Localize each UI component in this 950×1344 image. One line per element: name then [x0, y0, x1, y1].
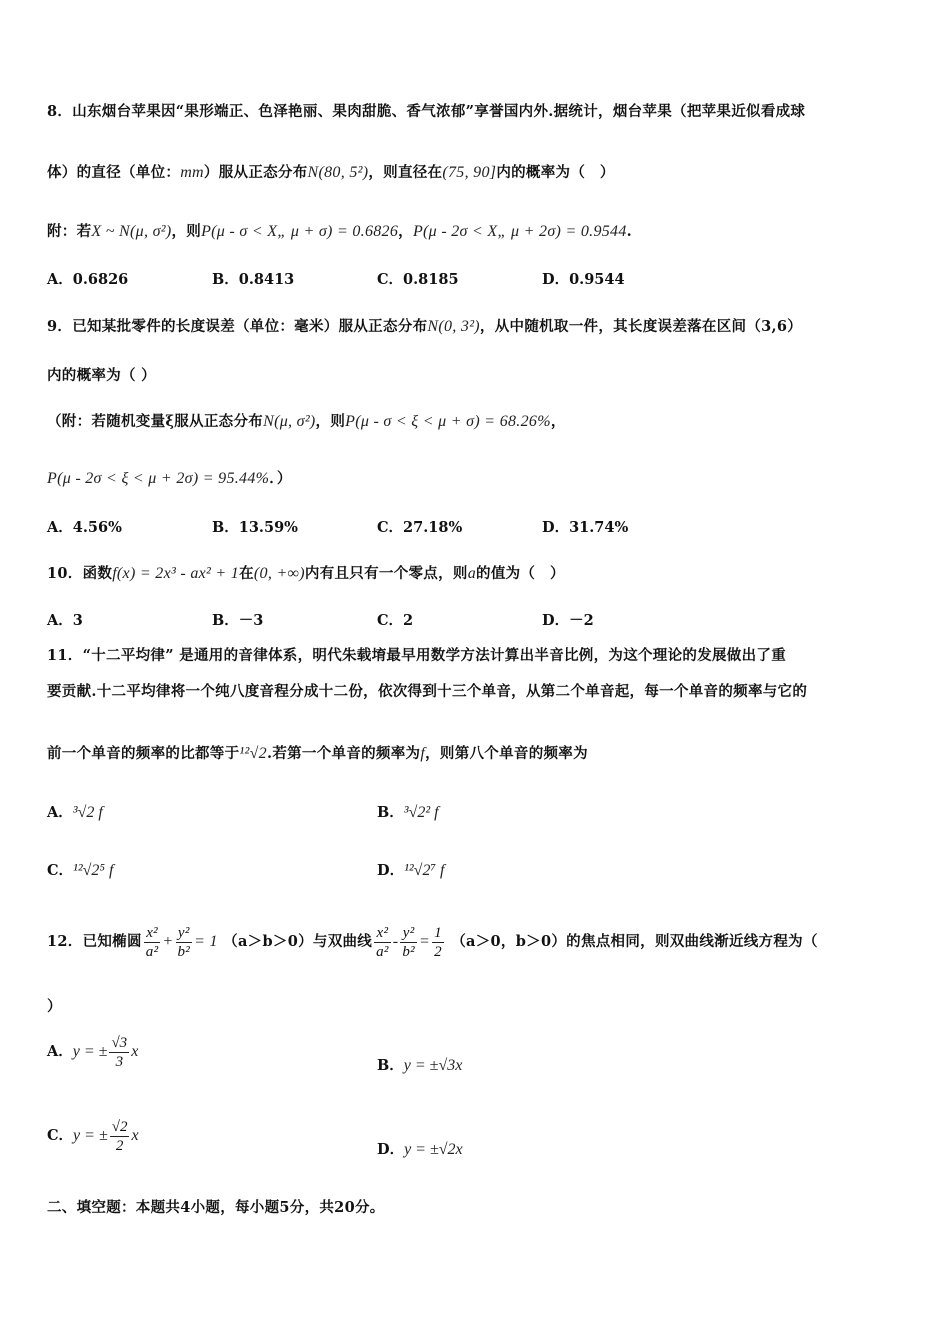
- hyperbola-fraction-y: [400, 924, 417, 961]
- ellipse-fraction-x: [144, 924, 161, 961]
- q8-distribution: N(80, 5²): [307, 164, 369, 181]
- q8-line2: [47, 162, 615, 184]
- q12-line1: 12．已知椭圆 $\frac{\text{x²}}{\text{a²}}$ + $\frac{\text{y²}}{\text{b²}}$ = 1 （a＞b＞0）与双曲线 $\frac{\text{x²}}{\text{a²}}$ - $\frac{\text{y²}}{\text{b²}}$ = $\frac{1}{2}$ （a＞0，b＞0）的焦点相同，则双曲线渐近线方程为（: [47, 924, 818, 960]
- hyperbola-equals: =: [418, 933, 431, 950]
- option-label: C．: [47, 1127, 74, 1144]
- q11-option-d: [377, 860, 444, 882]
- q11-option-c: [47, 860, 113, 882]
- q8-text: 附：若: [47, 223, 92, 240]
- q11-text: 前一个单音的频率的比都等于: [47, 745, 240, 762]
- q9-text: ．）: [269, 470, 292, 487]
- option-label: D．: [377, 862, 405, 879]
- option-label: A．: [47, 1043, 73, 1060]
- q9-option-a: A．4.56%: [47, 519, 122, 536]
- q9-line3: [47, 411, 566, 433]
- q12-option-c: [47, 1116, 139, 1156]
- q8-text: ，: [398, 223, 413, 240]
- option-label: A．: [47, 804, 73, 821]
- option-expr: ¹²√2⁵ f: [73, 862, 114, 879]
- q9-option-c: C．27.18%: [377, 519, 463, 536]
- numerator: √2: [111, 1118, 128, 1135]
- q9-text: 内的概率为（ ）: [47, 367, 156, 384]
- q10-text: 内有且只有一个零点，则: [304, 565, 468, 582]
- numerator: y²: [176, 924, 193, 943]
- option-expr: x: [131, 1127, 139, 1144]
- q9-distribution: N(0, 3²): [427, 318, 480, 335]
- numerator: x²: [144, 924, 161, 943]
- q8-text: 内的概率为（ ）: [496, 164, 615, 181]
- hyperbola-fraction-x: [374, 924, 391, 961]
- option-expr: y = ±: [72, 1043, 108, 1060]
- q9-line2: [47, 365, 156, 387]
- q8-option-b: B．0.8413: [212, 271, 295, 288]
- option-fraction: [109, 1034, 129, 1071]
- section-heading: [47, 1197, 385, 1219]
- option-expr: y = ±√2x: [404, 1141, 463, 1158]
- option-label: D．: [377, 1141, 405, 1158]
- q10-option-b: B．－3: [212, 612, 264, 629]
- q10-function: f(x) = 2x³ - ax² + 1: [112, 565, 240, 582]
- q10-option-d: D．－2: [542, 612, 594, 629]
- q11-text: 11．“十二平均律” 是通用的音律体系，明代朱载堉最早用数学方法计算出半音比例，为这个理论的发展做出了重: [47, 647, 787, 664]
- q9-line4: [47, 468, 292, 490]
- q9-formula: N(μ, σ²): [263, 413, 316, 430]
- q9-line1: [47, 316, 802, 338]
- option-expr: ³√2 f: [72, 804, 103, 821]
- ellipse-fraction-y: [176, 924, 193, 961]
- denominator: b²: [402, 943, 415, 960]
- q11-root: ¹²√2: [239, 745, 267, 762]
- denominator: 2: [434, 943, 442, 960]
- section-heading-text: 二、填空题：本题共4小题，每小题5分，共20分。: [47, 1199, 385, 1216]
- ellipse-equals: = 1: [194, 933, 218, 950]
- q9-formula: P(μ - σ < ξ < μ + σ) = 68.26%: [345, 413, 551, 430]
- q10-line1: [47, 563, 565, 585]
- q12-option-a: [47, 1032, 138, 1072]
- q12-option-d: [377, 1139, 463, 1161]
- q9-option-d: D．31.74%: [542, 519, 629, 536]
- denominator: a²: [145, 943, 159, 960]
- q8-text: .: [626, 223, 633, 240]
- q11-option-a: [47, 802, 103, 824]
- numerator: x²: [374, 924, 391, 943]
- q8-text: ，则直径在: [368, 164, 443, 181]
- q10-text: 在: [239, 565, 254, 582]
- q9-text: （附：若随机变量ξ服从正态分布: [47, 413, 264, 430]
- q10-option-a: A．3: [47, 612, 83, 629]
- numerator: y²: [400, 924, 417, 943]
- option-expr: ³√2² f: [403, 804, 439, 821]
- q11-text: ，则第八个单音的频率为: [425, 745, 588, 762]
- denominator: 2: [115, 1137, 124, 1154]
- denominator: a²: [376, 943, 389, 960]
- q9-text: 9．已知某批零件的长度误差（单位：毫米）服从正态分布: [47, 318, 428, 335]
- q8-option-d: D．0.9544: [542, 271, 625, 288]
- q8-text: 体）的直径（单位：: [47, 164, 181, 181]
- option-expr: ¹²√2⁷ f: [404, 862, 445, 879]
- q12-text: ）: [47, 998, 62, 1015]
- q8-stem-text: 8．山东烟台苹果因“果形端正、色泽艳丽、果肉甜脆、香气浓郁”享誉国内外.据统计，烟台苹果（把苹果近似看成球: [47, 103, 806, 120]
- numerator: 1: [434, 924, 442, 941]
- q11-option-b: [377, 802, 439, 824]
- q8-text: ）服从正态分布: [203, 164, 308, 181]
- q8-line1: [47, 101, 805, 123]
- numerator: √3: [111, 1034, 128, 1051]
- q8-option-a: A．0.6826: [47, 271, 129, 288]
- q12-text: 12．已知椭圆: [47, 933, 142, 950]
- denominator: 3: [115, 1053, 124, 1070]
- option-label: B．: [377, 1057, 404, 1074]
- q8-unit: mm: [180, 164, 204, 181]
- q11-text: 要贡献.十二平均律将一个纯八度音程分成十二份，依次得到十三个单音，从第二个单音起，每一个单音的频率与它的: [47, 683, 808, 700]
- q11-line2: [47, 681, 807, 703]
- q10-interval: (0, +∞): [253, 565, 305, 582]
- q10-text: 的值为（ ）: [476, 565, 565, 582]
- q8-text: ，则: [171, 223, 202, 240]
- q10-variable: a: [467, 565, 477, 582]
- q11-line3: [47, 743, 588, 765]
- q8-option-c: C．0.8185: [377, 271, 459, 288]
- q9-text: ，: [550, 413, 566, 430]
- q9-text: ，从中随机取一件，其长度误差落在区间（3,6）: [479, 318, 803, 335]
- q12-text: （a＞b＞0）与双曲线: [223, 933, 373, 950]
- option-label: C．: [47, 862, 74, 879]
- q10-text: 10．函数: [47, 565, 113, 582]
- q11-text: .若第一个单音的频率为: [266, 745, 421, 762]
- q9-formula: P(μ - 2σ < ξ < μ + 2σ) = 95.44%: [47, 470, 270, 487]
- q8-formula: P(μ - σ < X„ μ + σ) = 0.6826: [201, 223, 399, 240]
- q9-text: ，则: [315, 413, 346, 430]
- q11-variable: f: [420, 745, 426, 762]
- q12-text: （a＞0，b＞0）的焦点相同，则双曲线渐近线方程为（: [451, 933, 818, 950]
- half-fraction: [432, 924, 444, 961]
- option-expr: y = ±√3x: [403, 1057, 463, 1074]
- q9-option-b: B．13.59%: [212, 519, 298, 536]
- q12-option-b: [377, 1055, 462, 1077]
- q8-interval: (75, 90]: [442, 164, 497, 181]
- q8-formula: P(μ - 2σ < X„ μ + 2σ) = 0.9544: [412, 223, 627, 240]
- option-label: B．: [377, 804, 404, 821]
- denominator: b²: [177, 943, 191, 960]
- option-expr: y = ±: [73, 1127, 108, 1144]
- option-expr: x: [131, 1043, 139, 1060]
- q12-line2: [47, 996, 62, 1018]
- q8-line3: [47, 221, 632, 243]
- q11-line1: [47, 645, 786, 667]
- option-fraction: [110, 1118, 130, 1155]
- q8-formula: X ~ N(μ, σ²): [91, 223, 172, 240]
- q10-option-c: C．2: [377, 612, 414, 629]
